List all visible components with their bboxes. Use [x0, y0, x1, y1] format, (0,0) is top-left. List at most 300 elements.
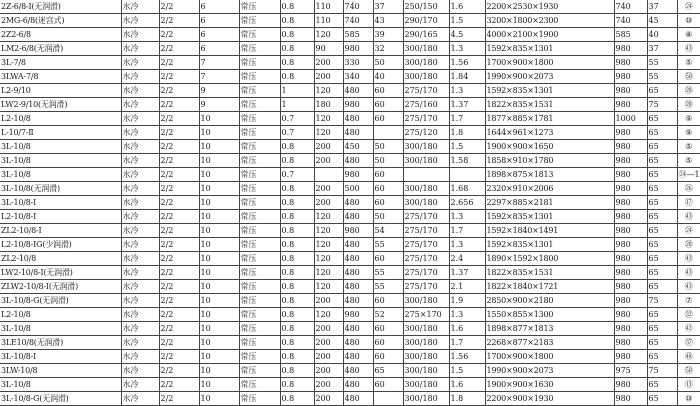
speed-cell: 480 [343, 210, 373, 224]
dimensions-cell: 4000×2100×1900 [485, 28, 614, 42]
speed-cell: 480 [343, 294, 373, 308]
motor-kw-cell: 60 [373, 378, 403, 392]
stages-cell: 2/2 [159, 126, 199, 140]
motor-kw-cell: 60 [373, 98, 403, 112]
discharge-pressure-cell: 0.8 [280, 308, 314, 322]
cooling-cell: 水冷 [121, 168, 159, 182]
discharge-pressure-cell: 0.8 [280, 42, 314, 56]
figure-ref-cell: ⑨ [677, 126, 700, 140]
cylinder-bore-stroke-cell: 275/120 [403, 126, 449, 140]
model-cell: 3L-10/8 [0, 140, 121, 154]
capacity-cell: 10 [199, 168, 239, 182]
motor-kw-cell: 55 [373, 238, 403, 252]
dimensions-cell: 1700×900×1800 [485, 56, 614, 70]
motor-power-cell: 65 [647, 196, 677, 210]
model-cell: ZL2-10/8-Ⅰ [0, 224, 121, 238]
speed-cell: 980 [343, 308, 373, 322]
power-cell: 120 [314, 308, 343, 322]
power-cell: 200 [314, 56, 343, 70]
cooling-cell: 水冷 [121, 252, 159, 266]
power-cell: 200 [314, 140, 343, 154]
motor-speed-cell: 1000 [614, 112, 647, 126]
weight-cell: 1.6 [449, 0, 485, 14]
capacity-cell: 7 [199, 70, 239, 84]
motor-speed-cell: 740 [614, 0, 647, 14]
discharge-pressure-cell: 0.8 [280, 336, 314, 350]
dimensions-cell: 1898×875×1813 [485, 168, 614, 182]
speed-cell: 585 [343, 28, 373, 42]
motor-power-cell: 65 [647, 322, 677, 336]
power-cell: 120 [314, 238, 343, 252]
speed-cell: 480 [343, 238, 373, 252]
motor-power-cell: 65 [647, 168, 677, 182]
motor-speed-cell: 980 [614, 224, 647, 238]
table-row [0, 364, 700, 378]
capacity-cell: 10 [199, 252, 239, 266]
power-cell: 120 [314, 84, 343, 98]
stages-cell: 2/2 [159, 252, 199, 266]
cooling-cell: 水冷 [121, 196, 159, 210]
power-cell: 200 [314, 70, 343, 84]
model-cell: 3L-10/8 [0, 322, 121, 336]
model-cell: 3LW-10/8 [0, 364, 121, 378]
model-cell: 3L-10/8(无润滑) [0, 182, 121, 196]
cooling-cell: 水冷 [121, 336, 159, 350]
dimensions-cell: 1900×900×1650 [485, 140, 614, 154]
stages-cell: 2/2 [159, 364, 199, 378]
capacity-cell: 10 [199, 154, 239, 168]
suction-pressure-cell: 常压 [239, 350, 280, 364]
capacity-cell: 10 [199, 294, 239, 308]
cooling-cell: 水冷 [121, 70, 159, 84]
weight-cell: 1.56 [449, 56, 485, 70]
suction-pressure-cell: 常压 [239, 84, 280, 98]
speed-cell: 740 [343, 0, 373, 14]
motor-power-cell: 55 [647, 56, 677, 70]
cylinder-bore-stroke-cell: 275/170 [403, 84, 449, 98]
cylinder-bore-stroke-cell: 300/180 [403, 336, 449, 350]
weight-cell: 1.5 [449, 14, 485, 28]
figure-ref-cell: ㊸ [677, 266, 700, 280]
motor-kw-cell: 50 [373, 210, 403, 224]
discharge-pressure-cell: 0.8 [280, 70, 314, 84]
stages-cell: 2/2 [159, 28, 199, 42]
figure-ref-cell: ㊿ [677, 364, 700, 378]
dimensions-cell: 1592×835×1301 [485, 238, 614, 252]
motor-speed-cell: 980 [614, 308, 647, 322]
capacity-cell: 10 [199, 350, 239, 364]
cylinder-bore-stroke-cell: 275×170 [403, 308, 449, 322]
figure-ref-cell: ㊸ [677, 42, 700, 56]
motor-kw-cell: 65 [373, 364, 403, 378]
suction-pressure-cell: 常压 [239, 364, 280, 378]
cooling-cell: 水冷 [121, 112, 159, 126]
suction-pressure-cell: 常压 [239, 224, 280, 238]
cylinder-bore-stroke-cell: 300/180 [403, 140, 449, 154]
suction-pressure-cell: 常压 [239, 308, 280, 322]
power-cell: 120 [314, 126, 343, 140]
table-row [0, 56, 700, 70]
suction-pressure-cell: 常压 [239, 210, 280, 224]
figure-ref-cell: ⑦ [677, 294, 700, 308]
motor-kw-cell [373, 392, 403, 406]
figure-ref-cell: ㊸ [677, 210, 700, 224]
motor-speed-cell: 980 [614, 294, 647, 308]
stages-cell: 2/2 [159, 140, 199, 154]
cooling-cell: 水冷 [121, 364, 159, 378]
motor-speed-cell: 980 [614, 322, 647, 336]
motor-power-cell: 65 [647, 210, 677, 224]
cooling-cell: 水冷 [121, 98, 159, 112]
cylinder-bore-stroke-cell: 300/180 [403, 364, 449, 378]
dimensions-cell: 1822×835×1531 [485, 266, 614, 280]
motor-kw-cell: 50 [373, 140, 403, 154]
stages-cell: 2/2 [159, 350, 199, 364]
capacity-cell: 10 [199, 322, 239, 336]
weight-cell: 1.8 [449, 392, 485, 406]
table-row [0, 224, 700, 238]
model-cell: 2MG-6/8(迷宫式) [0, 14, 121, 28]
motor-kw-cell: 43 [373, 14, 403, 28]
discharge-pressure-cell: 0.8 [280, 56, 314, 70]
suction-pressure-cell: 常压 [239, 378, 280, 392]
dimensions-cell: 1700×900×1800 [485, 350, 614, 364]
speed-cell: 480 [343, 336, 373, 350]
motor-speed-cell: 980 [614, 70, 647, 84]
weight-cell [449, 168, 485, 182]
power-cell: 120 [314, 28, 343, 42]
discharge-pressure-cell: 1 [280, 84, 314, 98]
figure-ref-cell: ㉖ [677, 182, 700, 196]
figure-ref-cell: ⑤ [677, 56, 700, 70]
cooling-cell: 水冷 [121, 266, 159, 280]
discharge-pressure-cell: 0.8 [280, 140, 314, 154]
motor-kw-cell [373, 126, 403, 140]
motor-kw-cell: 37 [373, 0, 403, 14]
motor-kw-cell: 50 [373, 154, 403, 168]
motor-power-cell: 65 [647, 182, 677, 196]
motor-speed-cell: 980 [614, 280, 647, 294]
motor-power-cell: 65 [647, 252, 677, 266]
discharge-pressure-cell: 0.8 [280, 210, 314, 224]
dimensions-cell: 1644×961×1273 [485, 126, 614, 140]
cooling-cell: 水冷 [121, 28, 159, 42]
dimensions-cell: 2200×900×1930 [485, 392, 614, 406]
table-row [0, 112, 700, 126]
power-cell: 120 [314, 266, 343, 280]
cooling-cell: 水冷 [121, 308, 159, 322]
figure-ref-cell: ⑳ [677, 238, 700, 252]
power-cell [314, 168, 343, 182]
suction-pressure-cell: 常压 [239, 98, 280, 112]
speed-cell: 980 [343, 168, 373, 182]
capacity-cell: 10 [199, 126, 239, 140]
table-row [0, 140, 700, 154]
model-cell: L2-10/8 [0, 112, 121, 126]
cooling-cell: 水冷 [121, 322, 159, 336]
table-row [0, 350, 700, 364]
dimensions-cell: 1898×877×1813 [485, 322, 614, 336]
motor-power-cell: 40 [647, 28, 677, 42]
power-cell: 90 [314, 42, 343, 56]
motor-power-cell: 65 [647, 308, 677, 322]
stages-cell: 2/2 [159, 336, 199, 350]
table-row [0, 126, 700, 140]
suction-pressure-cell: 常压 [239, 322, 280, 336]
motor-kw-cell: 60 [373, 294, 403, 308]
stages-cell: 2/2 [159, 112, 199, 126]
discharge-pressure-cell: 0.8 [280, 196, 314, 210]
motor-power-cell: 65 [647, 350, 677, 364]
capacity-cell: 6 [199, 14, 239, 28]
motor-speed-cell: 980 [614, 126, 647, 140]
motor-power-cell: 65 [647, 336, 677, 350]
stages-cell: 2/2 [159, 70, 199, 84]
capacity-cell: 6 [199, 0, 239, 14]
weight-cell: 1.9 [449, 294, 485, 308]
dimensions-cell: 2297×885×2181 [485, 196, 614, 210]
capacity-cell: 10 [199, 378, 239, 392]
discharge-pressure-cell: 1 [280, 98, 314, 112]
table-row [0, 42, 700, 56]
weight-cell: 1.58 [449, 154, 485, 168]
power-cell: 120 [314, 280, 343, 294]
motor-speed-cell: 980 [614, 392, 647, 406]
suction-pressure-cell: 常压 [239, 28, 280, 42]
figure-ref-cell: ⑳ [677, 98, 700, 112]
table-row [0, 336, 700, 350]
model-cell: 2Z2-6/8 [0, 28, 121, 42]
power-cell: 200 [314, 196, 343, 210]
motor-kw-cell: 39 [373, 28, 403, 42]
figure-ref-cell: ⑤ [677, 140, 700, 154]
suction-pressure-cell: 常压 [239, 168, 280, 182]
model-cell: LW2-9/10(无润滑) [0, 98, 121, 112]
capacity-cell: 10 [199, 308, 239, 322]
motor-speed-cell: 980 [614, 56, 647, 70]
power-cell: 200 [314, 182, 343, 196]
weight-cell: 2.656 [449, 196, 485, 210]
speed-cell: 480 [343, 84, 373, 98]
cooling-cell: 水冷 [121, 392, 159, 406]
figure-ref-cell: ㊷ [677, 322, 700, 336]
stages-cell: 2/2 [159, 168, 199, 182]
speed-cell: 500 [343, 182, 373, 196]
table-row [0, 14, 700, 28]
motor-power-cell: 65 [647, 140, 677, 154]
cylinder-bore-stroke-cell: 300/180 [403, 294, 449, 308]
suction-pressure-cell: 常压 [239, 238, 280, 252]
cooling-cell: 水冷 [121, 56, 159, 70]
model-cell: 3L-7/8 [0, 56, 121, 70]
speed-cell: 980 [343, 42, 373, 56]
motor-power-cell: 75 [647, 364, 677, 378]
motor-power-cell: 55 [647, 70, 677, 84]
motor-power-cell: 65 [647, 126, 677, 140]
speed-cell: 330 [343, 56, 373, 70]
cooling-cell: 水冷 [121, 154, 159, 168]
dimensions-cell: 2268×877×2183 [485, 336, 614, 350]
motor-speed-cell: 980 [614, 350, 647, 364]
discharge-pressure-cell: 0.8 [280, 266, 314, 280]
motor-speed-cell: 980 [614, 210, 647, 224]
weight-cell: 1.3 [449, 308, 485, 322]
figure-ref-cell: ㊽ [677, 350, 700, 364]
motor-power-cell: 65 [647, 378, 677, 392]
speed-cell: 480 [343, 126, 373, 140]
motor-power-cell: 65 [647, 112, 677, 126]
motor-power-cell: 65 [647, 84, 677, 98]
power-cell: 110 [314, 0, 343, 14]
motor-kw-cell: 60 [373, 112, 403, 126]
figure-ref-cell: ⑳ [677, 84, 700, 98]
dimensions-cell: 1990×900×2073 [485, 364, 614, 378]
weight-cell: 1.5 [449, 364, 485, 378]
cooling-cell: 水冷 [121, 0, 159, 14]
cylinder-bore-stroke-cell: 300/180 [403, 350, 449, 364]
stages-cell: 2/2 [159, 84, 199, 98]
model-cell: 2Z-6/8-Ⅰ(无润滑) [0, 0, 121, 14]
dimensions-cell: 1822×1840×1721 [485, 280, 614, 294]
capacity-cell: 10 [199, 224, 239, 238]
stages-cell: 2/2 [159, 224, 199, 238]
motor-kw-cell: 60 [373, 350, 403, 364]
weight-cell: 1.8 [449, 126, 485, 140]
motor-power-cell: 65 [647, 392, 677, 406]
weight-cell: 1.6 [449, 322, 485, 336]
motor-speed-cell: 980 [614, 84, 647, 98]
cylinder-bore-stroke-cell: 300/180 [403, 42, 449, 56]
cooling-cell: 水冷 [121, 42, 159, 56]
motor-speed-cell: 585 [614, 28, 647, 42]
dimensions-cell: 1592×1840×1491 [485, 224, 614, 238]
capacity-cell: 10 [199, 196, 239, 210]
model-cell: L2-10/8-Ⅰ [0, 210, 121, 224]
suction-pressure-cell: 常压 [239, 14, 280, 28]
discharge-pressure-cell: 0.8 [280, 280, 314, 294]
speed-cell: 480 [343, 364, 373, 378]
motor-power-cell: 37 [647, 0, 677, 14]
stages-cell: 2/2 [159, 154, 199, 168]
cooling-cell: 水冷 [121, 140, 159, 154]
motor-speed-cell: 980 [614, 154, 647, 168]
power-cell: 120 [314, 224, 343, 238]
discharge-pressure-cell: 0.8 [280, 0, 314, 14]
capacity-cell: 6 [199, 28, 239, 42]
discharge-pressure-cell: 0.8 [280, 28, 314, 42]
motor-kw-cell: 60 [373, 182, 403, 196]
suction-pressure-cell: 常压 [239, 70, 280, 84]
weight-cell: 4.5 [449, 28, 485, 42]
suction-pressure-cell: 常压 [239, 196, 280, 210]
power-cell: 200 [314, 378, 343, 392]
cooling-cell: 水冷 [121, 126, 159, 140]
motor-speed-cell: 980 [614, 98, 647, 112]
dimensions-cell: 1592×835×1301 [485, 210, 614, 224]
motor-speed-cell: 975 [614, 364, 647, 378]
motor-power-cell: 37 [647, 42, 677, 56]
capacity-cell: 9 [199, 98, 239, 112]
stages-cell: 2/2 [159, 182, 199, 196]
weight-cell: 2.4 [449, 252, 485, 266]
model-cell: 3L-10/8 [0, 154, 121, 168]
capacity-cell: 10 [199, 266, 239, 280]
weight-cell: 1.3 [449, 238, 485, 252]
cylinder-bore-stroke-cell: 275/170 [403, 224, 449, 238]
discharge-pressure-cell: 0.8 [280, 350, 314, 364]
capacity-cell: 10 [199, 112, 239, 126]
weight-cell: 1.7 [449, 224, 485, 238]
dimensions-cell: 1822×835×1531 [485, 98, 614, 112]
weight-cell: 1.5 [449, 140, 485, 154]
table-row [0, 98, 700, 112]
motor-kw-cell: 60 [373, 84, 403, 98]
motor-kw-cell: 60 [373, 168, 403, 182]
suction-pressure-cell: 常压 [239, 280, 280, 294]
figure-ref-cell: ㊿ [677, 70, 700, 84]
motor-power-cell: 65 [647, 280, 677, 294]
capacity-cell: 6 [199, 42, 239, 56]
motor-kw-cell: 40 [373, 70, 403, 84]
speed-cell: 480 [343, 350, 373, 364]
cylinder-bore-stroke-cell: 300/180 [403, 378, 449, 392]
capacity-cell: 10 [199, 280, 239, 294]
figure-ref-cell: ㉔—1 [677, 168, 700, 182]
dimensions-cell: 2200×2530×1930 [485, 0, 614, 14]
weight-cell: 1.6 [449, 378, 485, 392]
discharge-pressure-cell: 0.7 [280, 126, 314, 140]
dimensions-cell: 1858×910×1780 [485, 154, 614, 168]
power-cell: 120 [314, 112, 343, 126]
figure-ref-cell: ⑬ [677, 378, 700, 392]
discharge-pressure-cell: 0.7 [280, 112, 314, 126]
stages-cell: 2/2 [159, 322, 199, 336]
model-cell: L-10/7-Ⅱ [0, 126, 121, 140]
figure-ref-cell: ⑩ [677, 392, 700, 406]
suction-pressure-cell: 常压 [239, 182, 280, 196]
stages-cell: 2/2 [159, 42, 199, 56]
power-cell: 200 [314, 392, 343, 406]
discharge-pressure-cell: 0.8 [280, 224, 314, 238]
cylinder-bore-stroke-cell: 275/170 [403, 210, 449, 224]
motor-power-cell: 65 [647, 224, 677, 238]
speed-cell: 480 [343, 154, 373, 168]
motor-kw-cell: 55 [373, 266, 403, 280]
cylinder-bore-stroke-cell: 275/170 [403, 280, 449, 294]
figure-ref-cell: ㉔ [677, 0, 700, 14]
speed-cell: 480 [343, 266, 373, 280]
power-cell: 200 [314, 350, 343, 364]
power-cell: 180 [314, 98, 343, 112]
discharge-pressure-cell: 0.8 [280, 252, 314, 266]
model-cell: LW2-10/8-Ⅰ(无润滑) [0, 266, 121, 280]
power-cell: 200 [314, 336, 343, 350]
table-row [0, 70, 700, 84]
cylinder-bore-stroke-cell: 275/170 [403, 266, 449, 280]
model-cell: 3L-10/8-Ⅰ [0, 350, 121, 364]
cylinder-bore-stroke-cell: 290/165 [403, 28, 449, 42]
capacity-cell: 9 [199, 84, 239, 98]
stages-cell: 2/2 [159, 238, 199, 252]
suction-pressure-cell: 常压 [239, 252, 280, 266]
weight-cell: 1.56 [449, 350, 485, 364]
cylinder-bore-stroke-cell: 300/180 [403, 392, 449, 406]
stages-cell: 2/2 [159, 98, 199, 112]
model-cell: L2-10/8-ⅠG(少润滑) [0, 238, 121, 252]
speed-cell: 480 [343, 392, 373, 406]
figure-ref-cell: ⑤ [677, 154, 700, 168]
motor-speed-cell: 980 [614, 196, 647, 210]
